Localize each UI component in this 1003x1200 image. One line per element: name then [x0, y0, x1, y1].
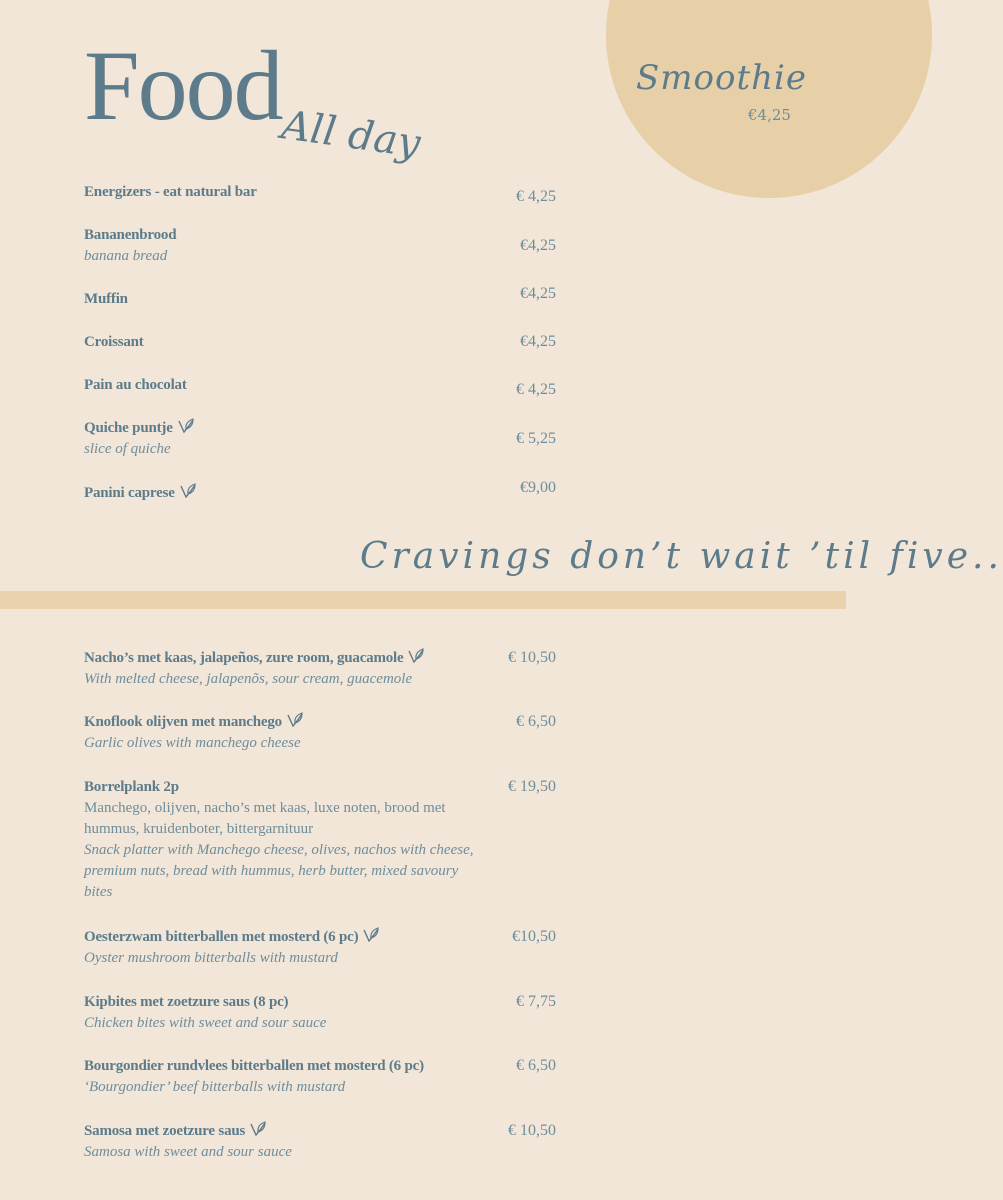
leaf-icon [362, 927, 380, 943]
item-name: Borrelplank 2p [84, 779, 179, 795]
item-subtitle: Snack platter with Manchego cheese, olives, nachos with cheese, premium nuts, bread with hummus, herb butter, mixed savoury bites [84, 842, 474, 900]
item-price: € 6,50 [516, 1057, 556, 1074]
smoothie-circle [606, 0, 932, 198]
item-subtitle: Samosa with sweet and sour sauce [84, 1144, 292, 1160]
item-subtitle: With melted cheese, jalapenõs, sour cream, guacemole [84, 671, 413, 687]
item-name: Bananenbrood [84, 227, 177, 243]
item-subtitle: Garlic olives with manchego cheese [84, 735, 301, 751]
menu-item-bourgondier [84, 1056, 556, 1098]
item-subtitle: Oyster mushroom bitterballs with mustard [84, 950, 338, 966]
menu-item-nachos [84, 648, 556, 690]
item-subtitle: ‘Bourgondier’ beef bitterballs with mustard [84, 1079, 346, 1095]
item-price: €9,00 [520, 479, 556, 496]
item-subtitle: Chicken bites with sweet and sour sauce [84, 1015, 327, 1031]
leaf-icon [249, 1121, 267, 1137]
leaf-icon [286, 712, 304, 728]
item-name: Energizers - eat natural bar [84, 184, 257, 200]
item-price: € 10,50 [508, 1122, 556, 1139]
item-price: €4,25 [520, 285, 556, 302]
item-name-row [84, 648, 556, 669]
item-price: € 19,50 [508, 778, 556, 795]
item-name: Kipbites met zoetzure saus (8 pc) [84, 994, 289, 1010]
item-name-row [84, 712, 556, 733]
item-name: Panini caprese [84, 485, 175, 501]
smoothie-price: €4,25 [748, 106, 791, 124]
menu-item-samosa [84, 1121, 556, 1163]
leaf-icon [407, 648, 425, 664]
item-name: Knoflook olijven met manchego [84, 714, 282, 730]
item-price: € 10,50 [508, 649, 556, 666]
item-name: Muffin [84, 291, 128, 307]
item-name: Oesterzwam bitterballen met mosterd (6 pc) [84, 929, 359, 945]
menu-item-kipbites [84, 992, 556, 1034]
item-price: € 4,25 [516, 188, 556, 205]
item-name-row [84, 483, 556, 504]
item-name-row [84, 1121, 556, 1142]
leaf-icon [177, 418, 195, 434]
menu-item-muffin [84, 285, 556, 310]
menu-item-borrelplank [84, 777, 556, 903]
item-price: € 5,25 [516, 430, 556, 447]
item-price: €4,25 [520, 333, 556, 350]
item-name: Bourgondier rundvlees bitterballen met mosterd (6 pc) [84, 1058, 424, 1074]
menu-item-croissant [84, 332, 556, 353]
item-name-row [84, 418, 556, 439]
item-name-row [84, 927, 556, 948]
menu-item-quiche [84, 418, 556, 460]
item-price: € 4,25 [516, 381, 556, 398]
menu-item-oesterzwam [84, 927, 556, 969]
menu-item-olives [84, 712, 556, 754]
menu-item-energizers [84, 182, 556, 203]
item-description: Manchego, olijven, nacho’s met kaas, luxe noten, brood met hummus, kruidenboter, bittergarnituur [84, 800, 446, 837]
item-name: Quiche puntje [84, 420, 173, 436]
section-title-cravings: Cravings don’t wait ’til five.. [360, 536, 1003, 577]
item-name: Nacho’s met kaas, jalapeños, zure room, guacamole [84, 650, 404, 666]
page-title: Food [84, 30, 282, 141]
item-name: Samosa met zoetzure saus [84, 1123, 246, 1139]
item-name: Pain au chocolat [84, 377, 187, 393]
menu-item-panini [84, 479, 556, 504]
page-subtitle: All day [278, 102, 424, 168]
item-subtitle: banana bread [84, 248, 168, 264]
section-band [0, 591, 846, 609]
item-subtitle: slice of quiche [84, 441, 171, 457]
leaf-icon [179, 483, 197, 499]
item-price: €10,50 [512, 928, 556, 945]
menu-item-bananenbrood [84, 225, 556, 267]
item-price: € 7,75 [516, 993, 556, 1010]
smoothie-title: Smoothie [636, 58, 808, 98]
item-price: €4,25 [520, 237, 556, 254]
item-price: € 6,50 [516, 713, 556, 730]
menu-item-pain-au-chocolat [84, 375, 556, 396]
item-name: Croissant [84, 334, 144, 350]
